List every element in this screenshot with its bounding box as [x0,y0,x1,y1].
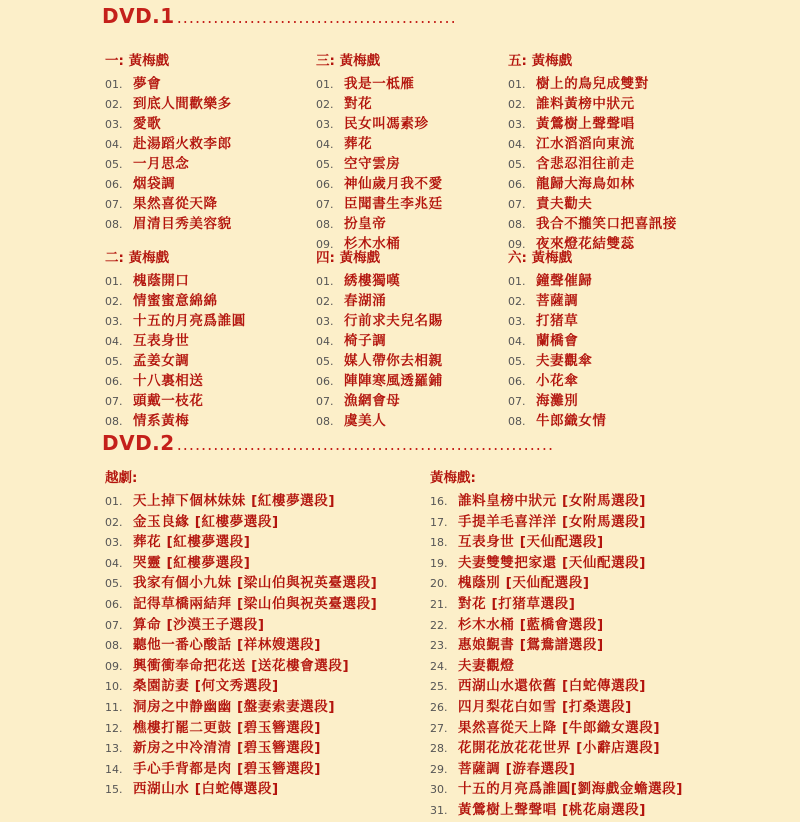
track-item [105,676,377,697]
track-item [430,512,683,533]
track-number: 08. [316,218,334,231]
track-title: 黃鶯樹上聲聲唱 [桃花扇選段] [458,801,647,818]
track-title: 龍歸大海鳥如林 [536,176,635,192]
track-item [105,553,377,574]
dvd1-group [316,52,443,254]
track-item [508,371,607,391]
track-number: 03. [105,118,123,131]
track-title: 夜來燈花結雙蕊 [536,236,635,252]
track-number: 08. [508,218,526,231]
track-item [508,271,607,291]
track-item [105,134,232,154]
track-item [105,718,377,739]
track-title: 扮皇帝 [344,216,387,232]
track-item [508,74,677,94]
track-number: 02. [105,295,123,308]
track-item [105,74,232,94]
dvd1-title: DVD.1 [102,4,175,28]
track-item [508,411,607,431]
track-title: 夫妻觀燈 [458,657,515,674]
dvd2-header [102,431,554,455]
track-title: 樹上的鳥兒成雙對 [536,76,649,92]
track-number: 05. [508,355,526,368]
track-title: 孟姜女調 [133,353,190,369]
track-number: 13. [105,742,123,756]
track-number: 19. [430,556,448,570]
track-item [508,351,607,371]
track-title: 葬花 [344,136,373,152]
track-item [105,697,377,718]
track-number: 01. [508,78,526,91]
track-number: 08. [508,415,526,428]
track-number: 17. [430,515,448,529]
track-number: 01. [105,495,123,508]
track-item [430,800,683,821]
track-item [508,174,677,194]
group-title: 越劇: [105,470,138,486]
track-title: 情蜜蜜意綿綿 [133,293,218,309]
track-number: 05. [316,355,334,368]
track-number: 02. [508,295,526,308]
track-title: 媒人帶你去相親 [344,353,443,369]
track-item [105,656,377,677]
track-item [316,214,443,234]
track-number: 03. [508,118,526,131]
group-title: 六: 黃梅戲 [508,250,573,266]
track-item [430,573,683,594]
track-number: 02. [105,98,123,111]
track-title: 烟袋調 [133,176,176,192]
track-item [316,94,443,114]
track-title: 情系黃梅 [133,413,190,429]
track-item [430,738,683,759]
track-title: 到底人間歡樂多 [133,96,232,112]
track-item [430,635,683,656]
track-number: 02. [316,295,334,308]
track-title: 西湖山水還依舊 [白蛇傳選段] [458,678,647,695]
dvd1-dotted-rule: .............................................. [176,8,457,27]
track-item [508,331,607,351]
track-number: 02. [105,515,123,529]
track-number: 01. [316,275,334,288]
track-title: 責夫勸夫 [536,196,593,212]
track-item [316,331,443,351]
track-number: 14. [105,762,123,776]
track-title: 惠娘覲書 [鴛鴦譜選段] [458,637,604,654]
track-item [316,371,443,391]
dvd1-group [508,52,677,254]
track-title: 黃鶯樹上聲聲唱 [536,116,635,132]
track-item [316,114,443,134]
track-number: 07. [316,395,334,408]
track-number: 02. [316,98,334,111]
track-number: 05. [105,355,123,368]
track-number: 03. [316,315,334,328]
track-number: 09. [316,238,334,251]
track-number: 06. [105,597,123,611]
track-title: 天上掉下個林妹妹 [紅樓夢選段] [133,493,336,509]
track-title: 椅子調 [344,333,387,349]
dvd2-title: DVD.2 [102,431,175,455]
track-title: 金玉良緣 [紅樓夢選段] [133,513,279,530]
track-title: 果然喜從天降 [133,196,218,212]
track-title: 小花傘 [536,373,579,389]
track-item [508,114,677,134]
track-title: 洞房之中静幽幽 [盤妻索妻選段] [133,698,336,715]
dvd2-group [105,469,377,800]
track-item [316,391,443,411]
track-title: 槐蔭開口 [133,273,190,289]
track-number: 25. [430,680,448,694]
dvd1-group [508,249,607,431]
track-item [316,194,443,214]
track-item [316,291,443,311]
track-title: 桑園訪妻 [何文秀選段] [133,678,279,695]
dvd1-header [102,4,457,28]
track-item [105,779,377,800]
dvd1-group [316,249,443,431]
track-number: 15. [105,783,123,797]
track-item [316,311,443,331]
track-number: 20. [430,577,448,591]
track-item [430,594,683,615]
track-title: 愛歌 [133,116,162,132]
track-number: 31. [430,803,448,817]
dvd1-group [105,249,246,431]
track-title: 菩薩調 [游春選段] [458,760,576,777]
track-title: 果然喜從天上降 [牛郎織女選段] [458,719,661,736]
track-number: 10. [105,680,123,694]
track-number: 04. [105,556,123,570]
track-title: 夢會 [133,76,162,92]
track-number: 05. [105,158,123,171]
group-title: 二: 黃梅戲 [105,250,170,266]
track-number: 08. [105,218,123,231]
track-number: 01. [316,78,334,91]
track-number: 06. [508,375,526,388]
track-number: 07. [508,395,526,408]
track-title: 綉樓獨嘆 [344,273,401,289]
track-title: 海灘別 [536,393,579,409]
group-title: 五: 黃梅戲 [508,53,573,69]
track-title: 手提羊毛喜洋洋 [女附馬選段] [458,513,647,530]
track-title: 漁網會母 [344,393,401,409]
track-number: 22. [430,618,448,632]
track-title: 手心手背都是肉 [碧玉簪選段] [133,760,322,777]
track-title: 十五的月亮爲誰圓 [133,313,246,329]
track-item [508,311,607,331]
track-item [316,411,443,431]
track-item [316,134,443,154]
track-item [508,154,677,174]
track-number: 26. [430,700,448,714]
track-number: 09. [105,659,123,673]
track-title: 誰料皇榜中狀元 [女附馬選段] [458,493,647,509]
track-item [430,697,683,718]
track-title: 夫妻觀傘 [536,353,593,369]
track-title: 我家有個小九妹 [梁山伯與祝英臺選段] [133,575,378,592]
track-number: 01. [508,275,526,288]
track-number: 28. [430,742,448,756]
track-number: 04. [105,138,123,151]
track-item [105,615,377,636]
track-item [105,114,232,134]
dvd2-group [430,469,683,821]
group-title: 一: 黃梅戲 [105,53,170,69]
track-number: 07. [105,198,123,211]
track-title: 杉木水桶 [344,236,401,252]
track-item [105,759,377,780]
track-title: 夫妻雙雙把家還 [天仙配選段] [458,554,647,571]
track-item [105,311,246,331]
track-item [316,351,443,371]
track-item [316,174,443,194]
track-number: 11. [105,700,123,714]
track-title: 十八裏相送 [133,373,204,389]
track-title: 行前求夫兒名賜 [344,313,443,329]
track-number: 03. [105,315,123,328]
track-item [316,154,443,174]
track-title: 江水滔滔向東流 [536,136,635,152]
track-title: 一月思念 [133,156,190,172]
track-item [105,738,377,759]
track-title: 對花 [打猪草選段] [458,595,576,612]
track-title: 互表身世 [天仙配選段] [458,534,604,551]
track-number: 16. [430,495,448,508]
track-title: 鐘聲催歸 [536,273,593,289]
track-item [430,656,683,677]
dvd2-dotted-rule: .............................................................. [176,435,555,454]
track-item [430,615,683,636]
track-item [105,391,246,411]
track-title: 空守雲房 [344,156,401,172]
track-number: 12. [105,721,123,735]
track-number: 08. [105,415,123,428]
track-number: 05. [316,158,334,171]
track-number: 01. [105,78,123,91]
track-item [430,759,683,780]
track-item [105,291,246,311]
track-title: 打猪草 [536,313,579,329]
track-item [508,134,677,154]
track-title: 樵樓打罷二更鼓 [碧玉簪選段] [133,719,322,736]
track-item [105,371,246,391]
track-number: 04. [508,335,526,348]
track-number: 06. [316,178,334,191]
track-item [316,74,443,94]
track-item [105,271,246,291]
track-title: 頭戴一枝花 [133,393,204,409]
track-item [430,491,683,512]
track-title: 杉木水桶 [藍橋會選段] [458,616,604,633]
track-title: 聽他一番心酸話 [祥林嫂選段] [133,637,322,654]
track-number: 09. [508,238,526,251]
track-title: 民女叫馮素珍 [344,116,429,132]
track-item [316,271,443,291]
track-title: 哭靈 [紅樓夢選段] [133,554,251,571]
track-number: 04. [508,138,526,151]
track-number: 06. [508,178,526,191]
track-number: 01. [105,275,123,288]
track-item [508,391,607,411]
track-number: 06. [316,375,334,388]
track-item [508,94,677,114]
track-title: 算命 [沙漠王子選段] [133,616,265,633]
track-item [105,194,232,214]
track-item [105,491,377,512]
track-number: 08. [316,415,334,428]
track-number: 04. [105,335,123,348]
track-item [430,779,683,800]
track-number: 30. [430,783,448,797]
track-item [105,532,377,553]
track-title: 含悲忍泪往前走 [536,156,635,172]
track-number: 08. [105,639,123,653]
track-title: 花開花放花花世界 [小辭店選段] [458,740,661,757]
track-title: 四月梨花白如雪 [打桑選段] [458,698,632,715]
track-number: 29. [430,762,448,776]
track-title: 新房之中冷清清 [碧玉簪選段] [133,740,322,757]
track-item [105,94,232,114]
track-item [430,553,683,574]
track-item [430,676,683,697]
track-number: 02. [508,98,526,111]
track-title: 興衝衝奉命把花送 [送花樓會選段] [133,657,350,674]
track-title: 赴湯蹈火救李郎 [133,136,232,152]
track-title: 槐蔭別 [天仙配選段] [458,575,590,592]
track-number: 18. [430,536,448,550]
track-number: 21. [430,597,448,611]
track-number: 04. [316,138,334,151]
track-item [430,718,683,739]
track-number: 05. [508,158,526,171]
track-item [508,291,607,311]
track-number: 07. [508,198,526,211]
track-number: 04. [316,335,334,348]
track-number: 07. [105,395,123,408]
track-item [105,411,246,431]
track-title: 記得草橋兩結拜 [梁山伯與祝英臺選段] [133,595,378,612]
track-item [105,512,377,533]
track-number: 27. [430,721,448,735]
track-item [105,154,232,174]
group-title: 三: 黃梅戲 [316,53,381,69]
track-number: 07. [316,198,334,211]
track-title: 神仙歲月我不愛 [344,176,443,192]
track-number: 05. [105,577,123,591]
track-number: 03. [105,536,123,550]
track-item [105,635,377,656]
track-title: 我是一柢雁 [344,76,415,92]
track-number: 23. [430,639,448,653]
track-item [105,174,232,194]
track-item [105,331,246,351]
track-item [105,351,246,371]
group-title: 四: 黃梅戲 [316,250,381,266]
track-title: 牛郎織女情 [536,413,607,429]
track-title: 我合不攏笑口把喜訊接 [536,216,677,232]
track-title: 虞美人 [344,413,387,429]
dvd1-group [105,52,232,234]
track-title: 春湖涌 [344,293,387,309]
track-title: 葬花 [紅樓夢選段] [133,534,251,551]
track-title: 蘭橋會 [536,333,579,349]
group-title: 黃梅戲: [430,470,476,486]
track-title: 陣陣寒風透羅鋪 [344,373,443,389]
track-title: 十五的月亮爲誰圓[劉海戲金蟾選段] [458,781,684,798]
track-title: 西湖山水 [白蛇傳選段] [133,781,279,798]
track-title: 菩薩調 [536,293,579,309]
track-item [105,214,232,234]
track-number: 06. [105,178,123,191]
track-title: 臣聞書生李兆廷 [344,196,443,212]
track-number: 24. [430,659,448,673]
track-item [508,214,677,234]
track-number: 03. [316,118,334,131]
track-item [105,573,377,594]
track-title: 互表身世 [133,333,190,349]
track-number: 03. [508,315,526,328]
track-number: 06. [105,375,123,388]
track-title: 對花 [344,96,373,112]
track-number: 07. [105,618,123,632]
track-item [105,594,377,615]
track-item [508,194,677,214]
track-title: 眉清目秀美容貌 [133,216,232,232]
track-item [430,532,683,553]
track-title: 誰料黃榜中狀元 [536,96,635,112]
